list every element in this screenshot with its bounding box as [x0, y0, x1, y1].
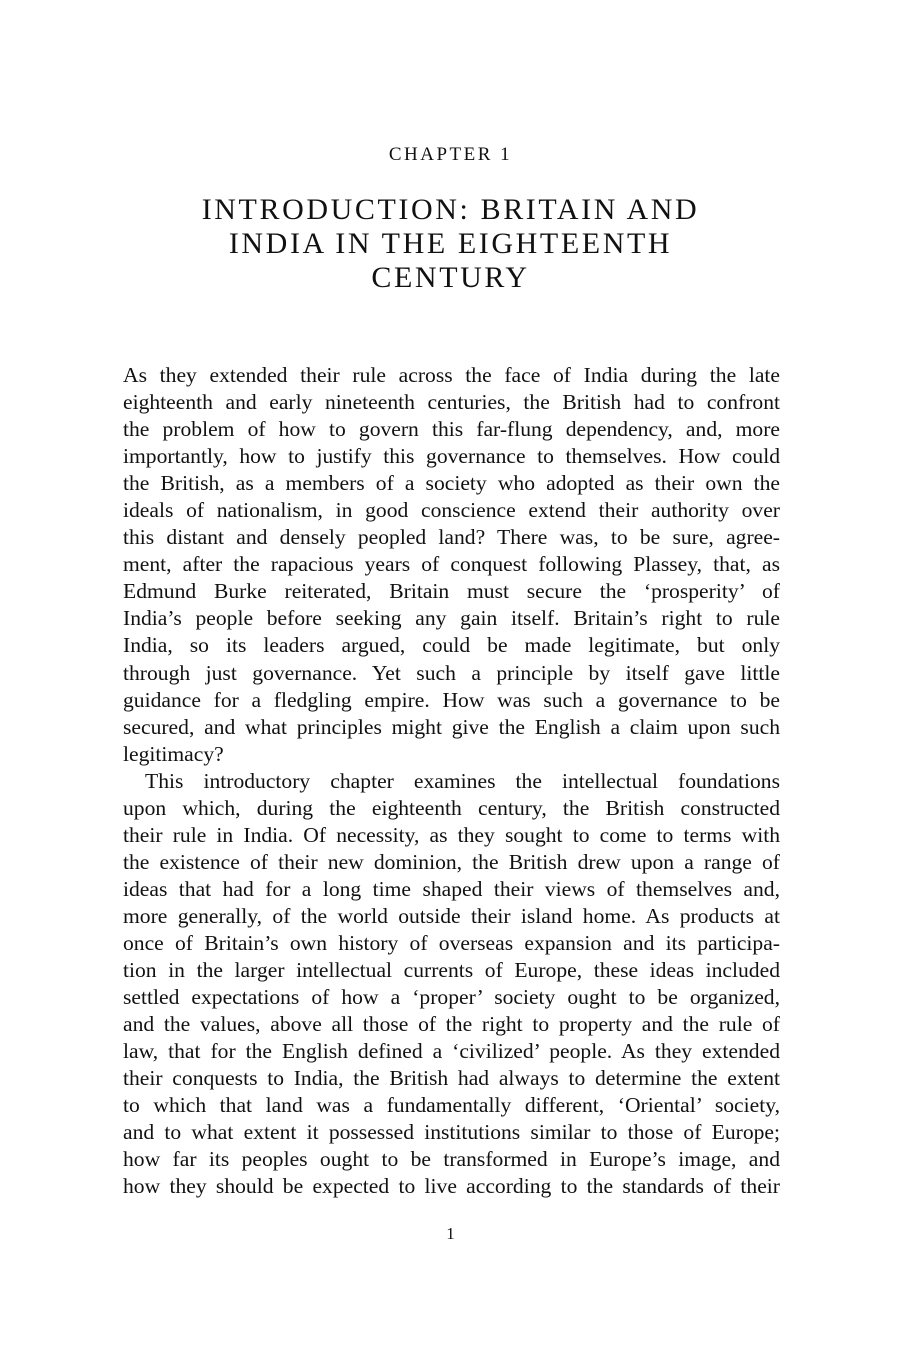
- text-line: to which that land was a fundamentally different, ‘Oriental’ society,: [123, 1093, 780, 1118]
- text-line: the problem of how to govern this far-flung dependency, and, more: [123, 417, 780, 442]
- text-line: This introductory chapter examines the intellectual foundations: [145, 768, 780, 793]
- text-line: upon which, during the eighteenth century, the British constructed: [123, 795, 780, 820]
- text-line: through just governance. Yet such a principle by itself gave little: [123, 660, 780, 685]
- text-line: the British, as a members of a society who adopted as their own the: [123, 471, 780, 496]
- chapter-title-line: INTRODUCTION: BRITAIN AND: [201, 193, 700, 226]
- text-line: guidance for a fledgling empire. How was such a governance to be: [123, 687, 780, 712]
- text-line: how they should be expected to live according to the standards of their: [123, 1174, 780, 1199]
- paragraph-1: [123, 362, 780, 768]
- text-line: once of Britain’s own history of overseas expansion and its participa-: [123, 930, 780, 955]
- chapter-title-line: INDIA IN THE EIGHTEENTH: [228, 227, 673, 260]
- text-line: importantly, how to justify this governance to themselves. How could: [123, 444, 780, 469]
- body-text: [123, 362, 780, 1200]
- text-line: legitimacy?: [123, 741, 224, 766]
- text-line: India’s people before seeking any gain itself. Britain’s right to rule: [123, 606, 780, 631]
- text-line: this distant and densely peopled land? There was, to be sure, agree-: [123, 525, 780, 550]
- text-line: their conquests to India, the British had always to determine the extent: [123, 1066, 780, 1091]
- text-line: the existence of their new dominion, the British drew upon a range of: [123, 849, 780, 874]
- text-line: settled expectations of how a ‘proper’ society ought to be organized,: [123, 985, 780, 1010]
- text-line: ideals of nationalism, in good conscience extend their authority over: [123, 498, 780, 523]
- text-line: eighteenth and early nineteenth centuries, the British had to confront: [123, 390, 780, 415]
- paragraph-2: [123, 768, 780, 1201]
- chapter-title: [120, 193, 781, 295]
- text-line: their rule in India. Of necessity, as they sought to come to terms with: [123, 822, 780, 847]
- text-line: ideas that had for a long time shaped their views of themselves and,: [123, 876, 780, 901]
- text-line: Edmund Burke reiterated, Britain must secure the ‘prosperity’ of: [123, 579, 780, 604]
- chapter-title-line: CENTURY: [371, 261, 530, 294]
- text-line: tion in the larger intellectual currents of Europe, these ideas included: [123, 958, 780, 983]
- text-line: India, so its leaders argued, could be made legitimate, but only: [123, 633, 780, 658]
- page-number: 1: [446, 1224, 455, 1243]
- text-line: ment, after the rapacious years of conquest following Plassey, that, as: [123, 552, 780, 577]
- text-line: secured, and what principles might give the English a claim upon such: [123, 714, 780, 739]
- text-line: law, that for the English defined a ‘civilized’ people. As they extended: [123, 1039, 780, 1064]
- text-line: how far its peoples ought to be transformed in Europe’s image, and: [123, 1147, 780, 1172]
- text-line: As they extended their rule across the face of India during the late: [123, 363, 780, 387]
- text-line: more generally, of the world outside their island home. As products at: [123, 903, 780, 928]
- text-line: and to what extent it possessed institutions similar to those of Europe;: [123, 1120, 780, 1145]
- text-line: and the values, above all those of the right to property and the rule of: [123, 1012, 780, 1037]
- chapter-label: CHAPTER 1: [388, 144, 513, 165]
